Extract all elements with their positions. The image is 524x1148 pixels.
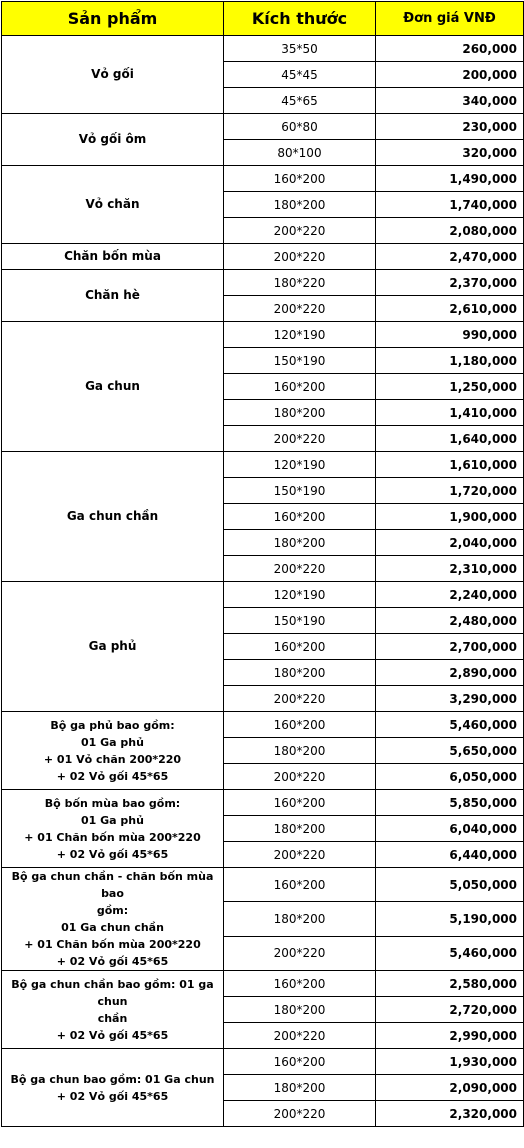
price-cell: 5,850,000	[376, 790, 524, 816]
price-cell: 1,410,000	[376, 400, 524, 426]
size-cell: 160*200	[224, 1049, 376, 1075]
product-name-line: + 02 Vỏ gối 45*65	[56, 955, 169, 968]
product-name-line: Vỏ gối ôm	[78, 132, 147, 146]
size-cell: 200*220	[224, 936, 376, 970]
size-cell: 200*220	[224, 686, 376, 712]
product-name-cell	[2, 582, 224, 712]
table-row	[2, 971, 524, 997]
size-cell: 180*200	[224, 997, 376, 1023]
product-name-cell	[2, 790, 224, 868]
product-name-line: Chăn hè	[85, 288, 140, 302]
product-name-cell	[2, 868, 224, 971]
price-cell: 5,460,000	[376, 936, 524, 970]
price-cell: 2,310,000	[376, 556, 524, 582]
product-name-line: Chăn bốn mùa	[64, 249, 161, 263]
product-name-line: gồm:	[96, 904, 129, 917]
table-row	[2, 790, 524, 816]
price-cell: 1,640,000	[376, 426, 524, 452]
price-cell: 6,440,000	[376, 842, 524, 868]
price-cell: 260,000	[376, 36, 524, 62]
size-cell: 150*190	[224, 608, 376, 634]
price-cell: 2,090,000	[376, 1075, 524, 1101]
product-name-cell	[2, 36, 224, 114]
size-cell: 160*200	[224, 374, 376, 400]
size-cell: 180*220	[224, 270, 376, 296]
price-cell: 2,700,000	[376, 634, 524, 660]
size-cell: 45*65	[224, 88, 376, 114]
product-name-cell	[2, 452, 224, 582]
product-name-line: 01 Ga phủ	[81, 735, 144, 749]
size-cell: 160*200	[224, 712, 376, 738]
size-cell: 200*220	[224, 842, 376, 868]
price-cell: 200,000	[376, 62, 524, 88]
size-cell: 160*200	[224, 634, 376, 660]
price-cell: 2,610,000	[376, 296, 524, 322]
size-cell: 160*200	[224, 868, 376, 902]
product-name-cell	[2, 712, 224, 790]
table-row	[2, 1049, 524, 1075]
price-table	[1, 1, 524, 1127]
product-name-line: 01 Ga phủ	[81, 813, 144, 827]
size-cell: 120*190	[224, 322, 376, 348]
product-name-line: Bộ ga chun chần - chăn bốn mùa bao	[11, 870, 214, 900]
price-cell: 1,250,000	[376, 374, 524, 400]
size-cell: 200*220	[224, 296, 376, 322]
size-cell: 200*220	[224, 556, 376, 582]
size-cell: 160*200	[224, 971, 376, 997]
table-row	[2, 270, 524, 296]
size-cell: 200*220	[224, 426, 376, 452]
product-name-line: Bộ bốn mùa bao gồm:	[44, 796, 181, 810]
table-row	[2, 322, 524, 348]
size-cell: 180*200	[224, 816, 376, 842]
price-cell: 1,900,000	[376, 504, 524, 530]
product-name-line: Vỏ chăn	[85, 197, 140, 211]
product-name-cell	[2, 114, 224, 166]
product-name-cell	[2, 166, 224, 244]
size-cell: 180*200	[224, 192, 376, 218]
size-cell: 160*200	[224, 790, 376, 816]
table-row	[2, 244, 524, 270]
header-product: Sản phẩm	[2, 2, 224, 36]
size-cell: 150*190	[224, 348, 376, 374]
price-cell: 340,000	[376, 88, 524, 114]
table-row	[2, 582, 524, 608]
size-cell: 180*200	[224, 1075, 376, 1101]
price-cell: 2,720,000	[376, 997, 524, 1023]
size-cell: 160*200	[224, 166, 376, 192]
product-name-cell	[2, 971, 224, 1049]
price-cell: 6,050,000	[376, 764, 524, 790]
size-cell: 180*200	[224, 400, 376, 426]
size-cell: 180*200	[224, 902, 376, 936]
product-name-cell	[2, 322, 224, 452]
product-name-line: Ga chun chần	[66, 509, 159, 523]
size-cell: 120*190	[224, 582, 376, 608]
price-cell: 1,610,000	[376, 452, 524, 478]
price-cell: 230,000	[376, 114, 524, 140]
price-cell: 1,490,000	[376, 166, 524, 192]
price-cell: 2,040,000	[376, 530, 524, 556]
price-cell: 2,480,000	[376, 608, 524, 634]
size-cell: 35*50	[224, 36, 376, 62]
product-name-line: + 02 Vỏ gối 45*65	[56, 769, 169, 783]
product-name-line: 01 Ga chun chần	[61, 921, 164, 934]
table-row	[2, 452, 524, 478]
product-name-line: chần	[97, 1011, 128, 1025]
product-name-line: Ga chun	[85, 379, 140, 393]
price-cell: 5,050,000	[376, 868, 524, 902]
header-row	[2, 2, 524, 36]
product-name-line: + 01 Chăn bốn mùa 200*220	[24, 938, 201, 951]
size-cell: 200*220	[224, 244, 376, 270]
product-name-cell	[2, 270, 224, 322]
product-name-line: Bộ ga phủ bao gồm:	[50, 718, 175, 732]
size-cell: 60*80	[224, 114, 376, 140]
size-cell: 180*200	[224, 530, 376, 556]
price-cell: 320,000	[376, 140, 524, 166]
price-cell: 990,000	[376, 322, 524, 348]
size-cell: 120*190	[224, 452, 376, 478]
size-cell: 80*100	[224, 140, 376, 166]
price-cell: 5,190,000	[376, 902, 524, 936]
product-name-line: + 02 Vỏ gối 45*65	[56, 1028, 169, 1042]
header-size: Kích thước	[224, 2, 376, 36]
price-cell: 2,580,000	[376, 971, 524, 997]
size-cell: 200*220	[224, 1101, 376, 1127]
price-cell: 1,180,000	[376, 348, 524, 374]
product-name-line: + 01 Chăn bốn mùa 200*220	[24, 830, 201, 844]
price-cell: 1,740,000	[376, 192, 524, 218]
product-name-cell	[2, 1049, 224, 1127]
product-name-line: + 02 Vỏ gối 45*65	[56, 1089, 169, 1103]
size-cell: 160*200	[224, 504, 376, 530]
price-cell: 5,460,000	[376, 712, 524, 738]
price-cell: 2,470,000	[376, 244, 524, 270]
price-cell: 1,720,000	[376, 478, 524, 504]
table-row	[2, 114, 524, 140]
product-name-line: Vỏ gối	[91, 67, 134, 81]
price-cell: 2,370,000	[376, 270, 524, 296]
size-cell: 180*200	[224, 738, 376, 764]
price-cell: 2,890,000	[376, 660, 524, 686]
size-cell: 45*45	[224, 62, 376, 88]
price-cell: 2,240,000	[376, 582, 524, 608]
table-row	[2, 166, 524, 192]
price-cell: 5,650,000	[376, 738, 524, 764]
size-cell: 180*200	[224, 660, 376, 686]
price-cell: 2,990,000	[376, 1023, 524, 1049]
price-cell: 3,290,000	[376, 686, 524, 712]
price-table-body	[2, 36, 524, 1127]
table-row	[2, 868, 524, 902]
size-cell: 150*190	[224, 478, 376, 504]
product-name-line: Bộ ga chun chần bao gồm: 01 ga chun	[11, 977, 214, 1008]
price-cell: 1,930,000	[376, 1049, 524, 1075]
price-cell: 2,320,000	[376, 1101, 524, 1127]
price-cell: 6,040,000	[376, 816, 524, 842]
table-row	[2, 36, 524, 62]
price-cell: 2,080,000	[376, 218, 524, 244]
header-price: Đơn giá VNĐ	[376, 2, 524, 36]
size-cell: 200*220	[224, 1023, 376, 1049]
product-name-line: Bộ ga chun bao gồm: 01 Ga chun	[10, 1072, 215, 1086]
product-name-line: + 02 Vỏ gối 45*65	[56, 847, 169, 861]
product-name-cell	[2, 244, 224, 270]
table-row	[2, 712, 524, 738]
size-cell: 200*220	[224, 764, 376, 790]
product-name-line: + 01 Vỏ chăn 200*220	[43, 752, 182, 766]
size-cell: 200*220	[224, 218, 376, 244]
product-name-line: Ga phủ	[88, 639, 137, 653]
